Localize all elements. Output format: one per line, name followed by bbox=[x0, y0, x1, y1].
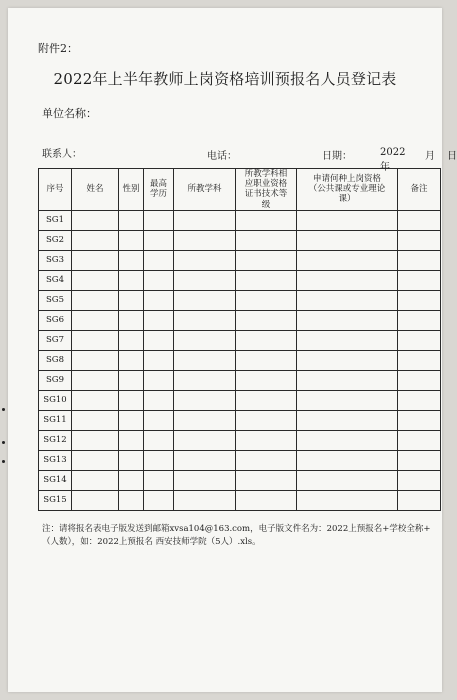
blank-entry-cell[interactable] bbox=[297, 450, 398, 470]
row-serial-cell: SG10 bbox=[39, 390, 72, 410]
table-row bbox=[39, 210, 441, 230]
header-serial: 序号 bbox=[39, 169, 72, 211]
contact-info-row bbox=[42, 145, 457, 173]
margin-mark bbox=[2, 460, 5, 463]
blank-entry-cell[interactable] bbox=[72, 470, 119, 490]
blank-entry-cell[interactable] bbox=[236, 350, 297, 370]
blank-entry-cell[interactable] bbox=[144, 490, 174, 510]
blank-entry-cell[interactable] bbox=[144, 250, 174, 270]
blank-entry-cell[interactable] bbox=[236, 390, 297, 410]
row-serial-cell: SG2 bbox=[39, 230, 72, 250]
date-month: 月 bbox=[425, 151, 435, 162]
blank-entry-cell[interactable] bbox=[398, 430, 441, 450]
blank-entry-cell[interactable] bbox=[72, 250, 119, 270]
contact-person-label: 联系人： bbox=[42, 149, 82, 160]
blank-entry-cell[interactable] bbox=[72, 450, 119, 470]
blank-entry-cell[interactable] bbox=[144, 310, 174, 330]
blank-entry-cell[interactable] bbox=[72, 230, 119, 250]
phone-label: 电话： bbox=[207, 151, 237, 162]
date-day: 日 bbox=[447, 151, 457, 162]
blank-entry-cell[interactable] bbox=[297, 350, 398, 370]
blank-entry-cell[interactable] bbox=[297, 410, 398, 430]
form-title: 2022年上半年教师上岗资格培训预报名人员登记表 bbox=[53, 70, 397, 88]
blank-entry-cell[interactable] bbox=[398, 210, 441, 230]
blank-entry-cell[interactable] bbox=[119, 290, 144, 310]
blank-entry-cell[interactable] bbox=[144, 430, 174, 450]
blank-entry-cell[interactable] bbox=[398, 470, 441, 490]
blank-entry-cell[interactable] bbox=[236, 330, 297, 350]
blank-entry-cell[interactable] bbox=[72, 410, 119, 430]
blank-entry-cell[interactable] bbox=[398, 330, 441, 350]
blank-entry-cell[interactable] bbox=[119, 450, 144, 470]
blank-entry-cell[interactable] bbox=[297, 270, 398, 290]
row-serial-cell: SG9 bbox=[39, 370, 72, 390]
blank-entry-cell[interactable] bbox=[236, 410, 297, 430]
header-education: 最高学历 bbox=[144, 169, 174, 211]
blank-entry-cell[interactable] bbox=[174, 250, 236, 270]
table-row bbox=[39, 250, 441, 270]
table-row bbox=[39, 430, 441, 450]
blank-entry-cell[interactable] bbox=[236, 270, 297, 290]
blank-entry-cell[interactable] bbox=[174, 490, 236, 510]
blank-entry-cell[interactable] bbox=[236, 490, 297, 510]
blank-entry-cell[interactable] bbox=[72, 210, 119, 230]
unit-name-label: 单位名称： bbox=[42, 107, 97, 120]
blank-entry-cell[interactable] bbox=[144, 350, 174, 370]
row-serial-cell: SG11 bbox=[39, 410, 72, 430]
blank-entry-cell[interactable] bbox=[119, 470, 144, 490]
blank-entry-cell[interactable] bbox=[297, 390, 398, 410]
blank-entry-cell[interactable] bbox=[297, 230, 398, 250]
registration-table bbox=[38, 168, 441, 511]
row-serial-cell: SG3 bbox=[39, 250, 72, 270]
row-serial-cell: SG6 bbox=[39, 310, 72, 330]
blank-entry-cell[interactable] bbox=[297, 370, 398, 390]
blank-entry-cell[interactable] bbox=[144, 210, 174, 230]
blank-entry-cell[interactable] bbox=[72, 290, 119, 310]
margin-mark bbox=[2, 441, 5, 444]
blank-entry-cell[interactable] bbox=[119, 230, 144, 250]
blank-entry-cell[interactable] bbox=[119, 390, 144, 410]
blank-entry-cell[interactable] bbox=[119, 210, 144, 230]
table-row bbox=[39, 490, 441, 510]
blank-entry-cell[interactable] bbox=[398, 390, 441, 410]
header-remarks: 备注 bbox=[398, 169, 441, 211]
table-row bbox=[39, 330, 441, 350]
blank-entry-cell[interactable] bbox=[398, 270, 441, 290]
blank-entry-cell[interactable] bbox=[236, 450, 297, 470]
table-row bbox=[39, 410, 441, 430]
blank-entry-cell[interactable] bbox=[174, 370, 236, 390]
table-row bbox=[39, 310, 441, 330]
blank-entry-cell[interactable] bbox=[236, 230, 297, 250]
blank-entry-cell[interactable] bbox=[398, 490, 441, 510]
blank-entry-cell[interactable] bbox=[72, 350, 119, 370]
blank-entry-cell[interactable] bbox=[174, 430, 236, 450]
row-serial-cell: SG5 bbox=[39, 290, 72, 310]
blank-entry-cell[interactable] bbox=[236, 430, 297, 450]
row-serial-cell: SG4 bbox=[39, 270, 72, 290]
table-header-row bbox=[39, 169, 441, 211]
table-row bbox=[39, 470, 441, 490]
row-serial-cell: SG7 bbox=[39, 330, 72, 350]
blank-entry-cell[interactable] bbox=[144, 270, 174, 290]
blank-entry-cell[interactable] bbox=[398, 250, 441, 270]
blank-entry-cell[interactable] bbox=[398, 350, 441, 370]
blank-entry-cell[interactable] bbox=[174, 290, 236, 310]
blank-entry-cell[interactable] bbox=[144, 450, 174, 470]
blank-entry-cell[interactable] bbox=[119, 350, 144, 370]
blank-entry-cell[interactable] bbox=[119, 490, 144, 510]
blank-entry-cell[interactable] bbox=[174, 470, 236, 490]
blank-entry-cell[interactable] bbox=[236, 370, 297, 390]
blank-entry-cell[interactable] bbox=[297, 210, 398, 230]
blank-entry-cell[interactable] bbox=[174, 270, 236, 290]
blank-entry-cell[interactable] bbox=[297, 310, 398, 330]
date-label: 日期： bbox=[322, 151, 352, 162]
blank-entry-cell[interactable] bbox=[72, 310, 119, 330]
header-name: 姓名 bbox=[72, 169, 119, 211]
blank-entry-cell[interactable] bbox=[119, 410, 144, 430]
header-subject: 所教学科 bbox=[174, 169, 236, 211]
blank-entry-cell[interactable] bbox=[236, 250, 297, 270]
blank-entry-cell[interactable] bbox=[398, 290, 441, 310]
blank-entry-cell[interactable] bbox=[144, 370, 174, 390]
row-serial-cell: SG13 bbox=[39, 450, 72, 470]
blank-entry-cell[interactable] bbox=[236, 310, 297, 330]
blank-entry-cell[interactable] bbox=[398, 230, 441, 250]
blank-entry-cell[interactable] bbox=[119, 370, 144, 390]
blank-entry-cell[interactable] bbox=[174, 230, 236, 250]
row-serial-cell: SG12 bbox=[39, 430, 72, 450]
blank-entry-cell[interactable] bbox=[174, 410, 236, 430]
table-row bbox=[39, 230, 441, 250]
blank-entry-cell[interactable] bbox=[297, 430, 398, 450]
blank-entry-cell[interactable] bbox=[174, 390, 236, 410]
blank-entry-cell[interactable] bbox=[398, 450, 441, 470]
table-row bbox=[39, 350, 441, 370]
row-serial-cell: SG8 bbox=[39, 350, 72, 370]
blank-entry-cell[interactable] bbox=[119, 310, 144, 330]
blank-entry-cell[interactable] bbox=[144, 410, 174, 430]
blank-entry-cell[interactable] bbox=[174, 210, 236, 230]
blank-entry-cell[interactable] bbox=[236, 290, 297, 310]
blank-entry-cell[interactable] bbox=[144, 230, 174, 250]
blank-entry-cell[interactable] bbox=[398, 370, 441, 390]
form-sheet bbox=[8, 8, 457, 692]
table-body bbox=[39, 210, 441, 510]
blank-entry-cell[interactable] bbox=[174, 350, 236, 370]
blank-entry-cell[interactable] bbox=[398, 310, 441, 330]
blank-entry-cell[interactable] bbox=[72, 430, 119, 450]
blank-entry-cell[interactable] bbox=[119, 430, 144, 450]
blank-entry-cell[interactable] bbox=[72, 330, 119, 350]
blank-entry-cell[interactable] bbox=[72, 390, 119, 410]
blank-entry-cell[interactable] bbox=[72, 490, 119, 510]
table-row bbox=[39, 370, 441, 390]
blank-entry-cell[interactable] bbox=[72, 270, 119, 290]
table-row bbox=[39, 270, 441, 290]
blank-entry-cell[interactable] bbox=[119, 330, 144, 350]
header-qualification: 所教学科相应职业资格证书技术等级 bbox=[236, 169, 297, 211]
header-apply-type: 申请何种上岗资格（公共课或专业理论课） bbox=[297, 169, 398, 211]
header-gender: 性别 bbox=[119, 169, 144, 211]
blank-entry-cell[interactable] bbox=[236, 210, 297, 230]
blank-entry-cell[interactable] bbox=[144, 290, 174, 310]
blank-entry-cell[interactable] bbox=[144, 330, 174, 350]
blank-entry-cell[interactable] bbox=[174, 330, 236, 350]
margin-mark bbox=[2, 408, 5, 411]
blank-entry-cell[interactable] bbox=[119, 270, 144, 290]
row-serial-cell: SG15 bbox=[39, 490, 72, 510]
table-row bbox=[39, 390, 441, 410]
blank-entry-cell[interactable] bbox=[236, 470, 297, 490]
blank-entry-cell[interactable] bbox=[72, 370, 119, 390]
blank-entry-cell[interactable] bbox=[297, 250, 398, 270]
blank-entry-cell[interactable] bbox=[297, 470, 398, 490]
attachment-label: 附件2： bbox=[38, 42, 78, 55]
blank-entry-cell[interactable] bbox=[144, 470, 174, 490]
row-serial-cell: SG14 bbox=[39, 470, 72, 490]
blank-entry-cell[interactable] bbox=[119, 250, 144, 270]
table-row bbox=[39, 290, 441, 310]
blank-entry-cell[interactable] bbox=[297, 290, 398, 310]
table-row bbox=[39, 450, 441, 470]
blank-entry-cell[interactable] bbox=[398, 410, 441, 430]
row-serial-cell: SG1 bbox=[39, 210, 72, 230]
blank-entry-cell[interactable] bbox=[144, 390, 174, 410]
blank-entry-cell[interactable] bbox=[174, 450, 236, 470]
footnote: 注：请将报名表电子版发送到邮箱xvsa104@163.com，电子版文件名为：2022上预报名+学校全称+（人数），如：2022上预报名 西安技师学院（5人）.xls。 bbox=[42, 524, 431, 547]
date-year: 2022年 bbox=[380, 147, 406, 173]
blank-entry-cell[interactable] bbox=[297, 490, 398, 510]
blank-entry-cell[interactable] bbox=[297, 330, 398, 350]
blank-entry-cell[interactable] bbox=[174, 310, 236, 330]
